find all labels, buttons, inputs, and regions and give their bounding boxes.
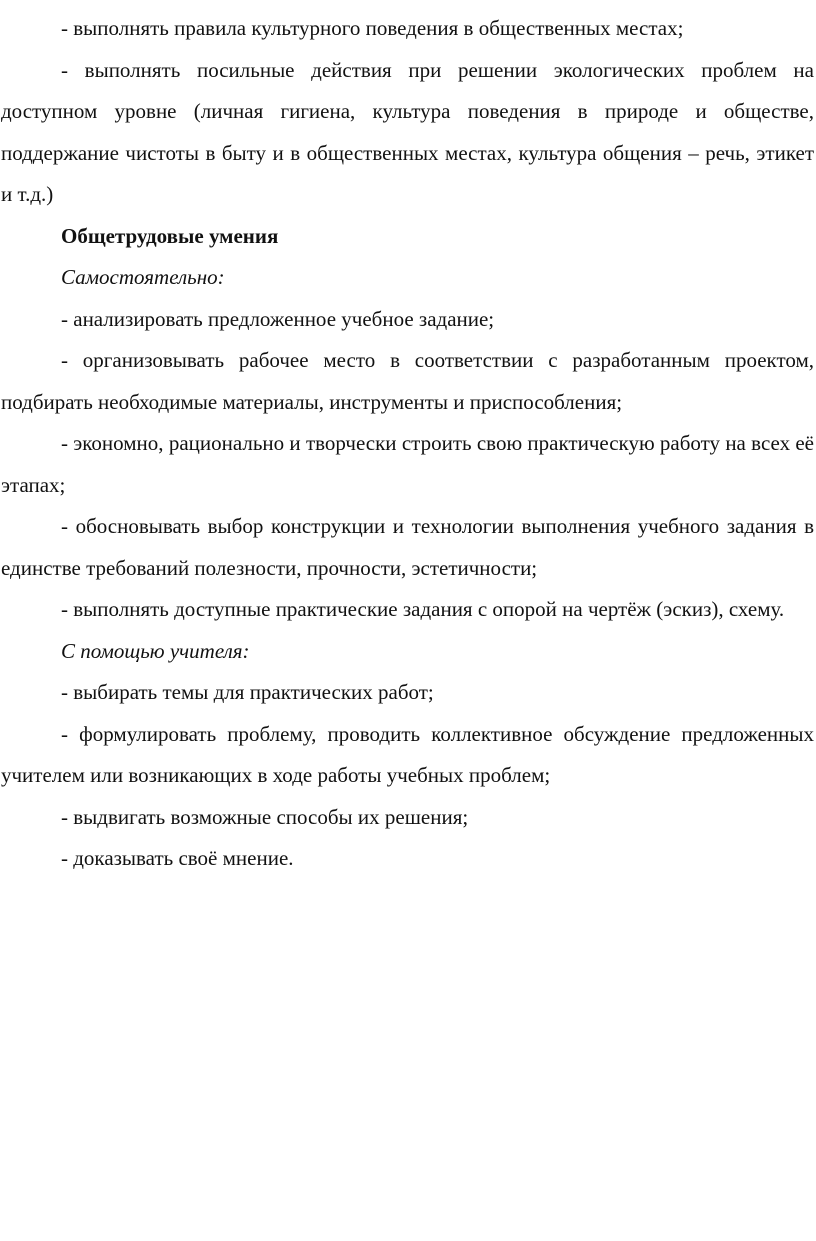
paragraph-ecological-actions: - выполнять посильные действия при решении экологических проблем на доступном уровне (личная гигиена, культура поведения в природе и обществе, поддержание чистоты в быту и в общественных местах, культура общения – речь, этикет и т.д.) <box>1 57 814 206</box>
paragraph-organize-workplace: - организовывать рабочее место в соответствии с разработанным проектом, подбирать необходимые материалы, инструменты и приспособления; <box>1 348 814 414</box>
paragraph-prove-opinion: - доказывать своё мнение. <box>61 846 294 870</box>
paragraph-choose-topics: - выбирать темы для практических работ; <box>61 680 434 704</box>
paragraph-build-work: - экономно, рационально и творчески строить свою практическую работу на всех её этапах; <box>1 431 814 497</box>
paragraph-analyze-task: - анализировать предложенное учебное задание; <box>61 306 495 331</box>
subheading-with-teacher: С помощью учителя: <box>61 638 250 663</box>
paragraph-cultural-behavior: - выполнять правила культурного поведения в общественных местах; <box>61 16 684 40</box>
section-heading: Общетрудовые умения <box>61 223 279 248</box>
paragraph-propose-solutions: - выдвигать возможные способы их решения; <box>61 804 469 829</box>
paragraph-justify-choice: - обосновывать выбор конструкции и технологии выполнения учебного задания в единстве требований полезности, прочности, эстетичности; <box>1 514 814 580</box>
paragraph-practical-tasks: - выполнять доступные практические задания с опорой на чертёж (эскиз), схему. <box>61 597 785 621</box>
subheading-independently: Самостоятельно: <box>61 265 225 289</box>
paragraph-formulate-problem: - формулировать проблему, проводить коллективное обсуждение предложенных учителем или возникающих в ходе работы учебных проблем; <box>1 721 814 787</box>
